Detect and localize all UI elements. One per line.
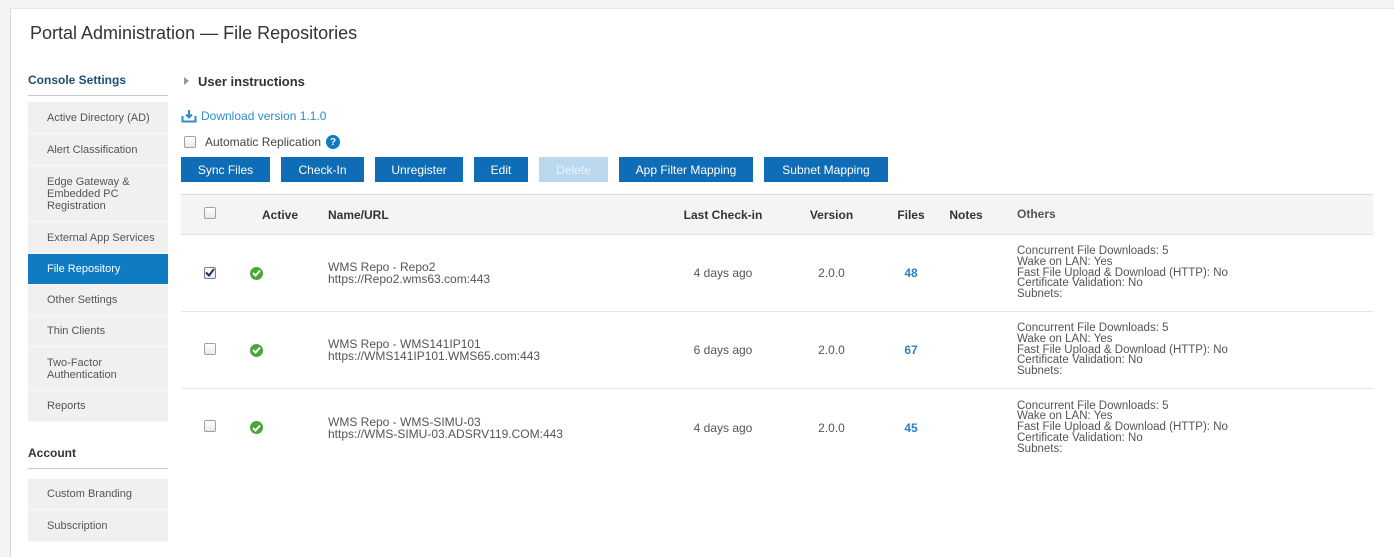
others-line: Fast File Upload & Download (HTTP): No — [1017, 266, 1228, 279]
sidebar-item-edge-gateway[interactable]: Edge Gateway & Embedded PC Registration — [28, 166, 168, 222]
row-select-cell — [181, 343, 238, 358]
files-count-link[interactable]: 48 — [904, 266, 918, 280]
repo-url: https://Repo2.wms63.com:443 — [328, 272, 491, 286]
sidebar-item-external-app-services[interactable]: External App Services — [28, 222, 168, 254]
user-instructions-toggle[interactable] — [184, 69, 1373, 93]
repo-name: WMS Repo - WMS141IP101 — [328, 337, 481, 351]
row-select-cell — [181, 420, 238, 435]
others-line: Subnets: — [1017, 365, 1063, 378]
page-container — [10, 8, 1394, 557]
sidebar-heading-console: Console Settings — [28, 69, 168, 96]
others-line: Subnets: — [1017, 288, 1063, 301]
sidebar-item-two-factor[interactable]: Two-Factor Authentication — [28, 347, 168, 391]
active-cell — [238, 421, 328, 435]
others-line: Certificate Validation: No — [1017, 354, 1143, 367]
help-icon[interactable]: ? — [326, 135, 340, 149]
row-select-cell — [181, 266, 238, 280]
others-line: Fast File Upload & Download (HTTP): No — [1017, 421, 1228, 434]
sidebar-heading-account: Account — [28, 442, 168, 469]
table-row[interactable] — [181, 235, 1373, 312]
others-line: Concurrent File Downloads: 5 — [1017, 322, 1169, 334]
table-row[interactable] — [181, 312, 1373, 389]
header-name-url[interactable]: Name/URL — [328, 207, 389, 222]
name-url-cell — [328, 416, 664, 440]
sidebar-item-reports[interactable]: Reports — [28, 391, 168, 422]
sidebar-item-custom-branding[interactable]: Custom Branding — [28, 479, 168, 510]
sidebar-item-file-repository[interactable]: File Repository — [28, 254, 168, 285]
repo-url: https://WMS-SIMU-03.ADSRV119.COM:443 — [328, 426, 563, 441]
check-in-button[interactable]: Check-In — [281, 157, 364, 182]
sidebar-console-list — [28, 102, 168, 422]
row-checkbox[interactable] — [204, 267, 216, 279]
automatic-replication-checkbox[interactable] — [184, 136, 196, 148]
last-checkin-cell: 4 days ago — [693, 266, 753, 280]
download-label: Download version 1.1.0 — [201, 109, 327, 123]
header-version[interactable]: Version — [809, 207, 854, 222]
files-cell — [881, 421, 941, 435]
row-checkbox[interactable] — [204, 420, 216, 432]
sidebar-item-other-settings[interactable]: Other Settings — [28, 285, 168, 316]
main-content — [181, 69, 1373, 466]
header-last-checkin[interactable]: Last Check-in — [683, 207, 763, 222]
header-notes[interactable]: Notes — [949, 207, 983, 222]
unregister-button[interactable]: Unregister — [375, 157, 463, 182]
select-all-checkbox[interactable] — [204, 207, 216, 219]
others-cell — [991, 401, 1373, 455]
repositories-table — [181, 194, 1373, 466]
sidebar-item-subscription[interactable]: Subscription — [28, 510, 168, 542]
others-line: Wake on LAN: Yes — [1017, 410, 1113, 423]
caret-right-icon — [184, 77, 189, 85]
sidebar — [28, 69, 168, 542]
toolbar — [181, 157, 1373, 183]
page-title: Portal Administration — File Repositories — [30, 23, 358, 43]
others-line: Certificate Validation: No — [1017, 277, 1143, 290]
files-cell — [881, 343, 941, 357]
last-checkin-cell: 6 days ago — [693, 343, 753, 357]
sidebar-item-alert-classification[interactable]: Alert Classification — [28, 134, 168, 166]
check-circle-icon — [250, 267, 263, 280]
app-filter-mapping-button[interactable]: App Filter Mapping — [619, 157, 753, 182]
others-line: Subnets: — [1017, 442, 1063, 455]
check-circle-icon — [250, 421, 263, 434]
repo-name: WMS Repo - WMS-SIMU-03 — [328, 414, 481, 429]
sidebar-item-active-directory[interactable]: Active Directory (AD) — [28, 102, 168, 134]
others-line: Concurrent File Downloads: 5 — [1017, 245, 1169, 257]
others-line: Wake on LAN: Yes — [1017, 255, 1113, 268]
others-line: Certificate Validation: No — [1017, 431, 1143, 444]
files-count-link[interactable]: 67 — [904, 343, 918, 357]
last-checkin-cell: 4 days ago — [693, 420, 753, 435]
header-files[interactable]: Files — [897, 207, 925, 222]
repo-url: https://WMS141IP101.WMS65.com:443 — [328, 349, 541, 363]
header-others: Others — [1017, 207, 1056, 222]
download-icon — [181, 109, 197, 123]
check-circle-icon — [250, 344, 263, 357]
version-cell: 2.0.0 — [818, 343, 845, 357]
others-line: Concurrent File Downloads: 5 — [1017, 399, 1169, 412]
table-row[interactable] — [181, 389, 1373, 466]
others-line: Wake on LAN: Yes — [1017, 332, 1113, 345]
name-url-cell — [328, 338, 664, 362]
repo-name: WMS Repo - Repo2 — [328, 260, 436, 274]
header-active[interactable]: Active — [262, 207, 299, 222]
automatic-replication-label: Automatic Replication — [205, 135, 322, 149]
subnet-mapping-button[interactable]: Subnet Mapping — [764, 157, 888, 182]
version-cell: 2.0.0 — [818, 266, 845, 280]
table-header — [181, 195, 1373, 235]
download-link[interactable] — [181, 107, 1373, 125]
select-all-cell — [181, 207, 238, 222]
others-cell — [991, 323, 1373, 377]
edit-button[interactable]: Edit — [474, 157, 528, 182]
sync-files-button[interactable]: Sync Files — [181, 157, 270, 182]
files-count-link[interactable]: 45 — [904, 420, 918, 435]
sidebar-account-list — [28, 479, 168, 542]
active-cell — [238, 343, 328, 357]
name-url-cell — [328, 261, 664, 285]
version-cell: 2.0.0 — [818, 420, 845, 435]
user-instructions-label: User instructions — [198, 73, 305, 89]
active-cell — [238, 266, 328, 280]
files-cell — [881, 266, 941, 280]
others-cell — [991, 246, 1373, 300]
row-checkbox[interactable] — [204, 343, 216, 355]
sidebar-item-thin-clients[interactable]: Thin Clients — [28, 316, 168, 347]
others-line: Fast File Upload & Download (HTTP): No — [1017, 343, 1228, 356]
delete-button[interactable]: Delete — [539, 157, 608, 182]
automatic-replication-row — [184, 133, 1373, 151]
